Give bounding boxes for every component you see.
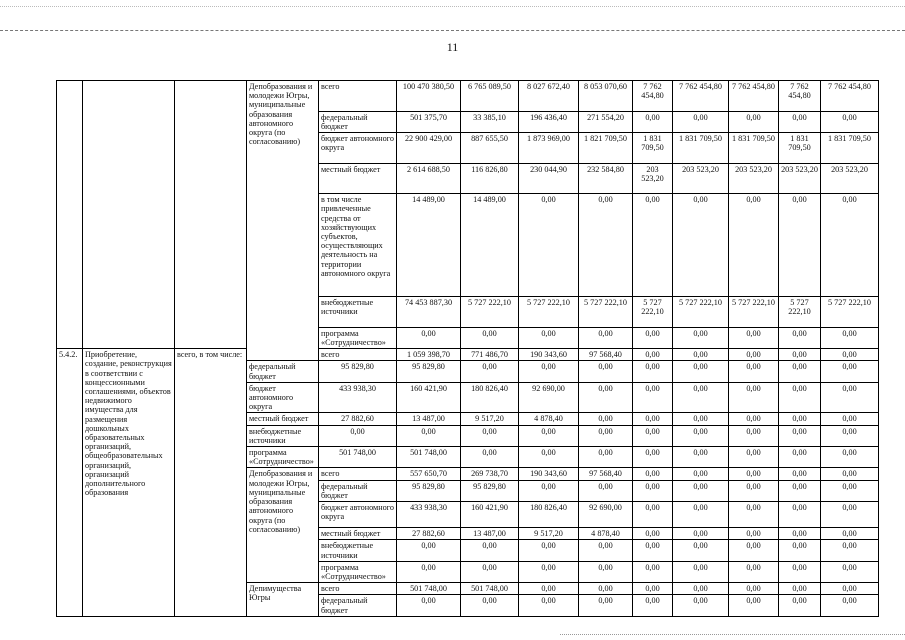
- amount-cell: 0,00: [519, 361, 579, 382]
- amount-cell: 0,00: [779, 540, 821, 561]
- amount-cell: 2 614 688,50: [397, 163, 461, 194]
- amount-cell: 0,00: [779, 595, 821, 616]
- amount-cell: 0,00: [519, 595, 579, 616]
- amount-cell: 0,00: [821, 468, 879, 480]
- amount-cell: 0,00: [821, 595, 879, 616]
- amount-cell: 27 882,60: [397, 528, 461, 540]
- amount-cell: 7 762 454,80: [779, 81, 821, 112]
- amount-cell: 95 829,80: [397, 480, 461, 501]
- funding-source-cell: бюджет автономного округа: [319, 502, 397, 528]
- funding-source-cell: федеральный бюджет: [247, 361, 319, 382]
- amount-cell: 0,00: [779, 502, 821, 528]
- amount-cell: 0,00: [821, 540, 879, 561]
- amount-cell: 0,00: [729, 327, 779, 348]
- amount-cell: 0,00: [729, 447, 779, 468]
- amount-cell: 0,00: [579, 480, 633, 501]
- amount-cell: 0,00: [633, 480, 673, 501]
- amount-cell: 97 568,40: [579, 349, 633, 361]
- amount-cell: 95 829,80: [319, 361, 397, 382]
- amount-cell: 0,00: [779, 111, 821, 132]
- funding-source-cell: всего: [319, 81, 397, 112]
- amount-cell: 160 421,90: [397, 382, 461, 413]
- amount-cell: 0,00: [729, 382, 779, 413]
- amount-cell: 74 453 887,30: [397, 297, 461, 328]
- amount-cell: 0,00: [461, 540, 519, 561]
- amount-cell: 7 762 454,80: [633, 81, 673, 112]
- amount-cell: 0,00: [729, 413, 779, 425]
- amount-cell: 0,00: [821, 349, 879, 361]
- amount-cell: 0,00: [633, 447, 673, 468]
- amount-cell: 501 748,00: [319, 447, 397, 468]
- amount-cell: 0,00: [779, 327, 821, 348]
- amount-cell: 0,00: [673, 540, 729, 561]
- amount-cell: 14 489,00: [397, 194, 461, 297]
- amount-cell: 0,00: [633, 111, 673, 132]
- amount-cell: 0,00: [397, 540, 461, 561]
- amount-cell: 0,00: [519, 480, 579, 501]
- amount-cell: 0,00: [579, 413, 633, 425]
- amount-cell: 0,00: [633, 327, 673, 348]
- funding-source-cell: местный бюджет: [247, 413, 319, 425]
- amount-cell: 0,00: [633, 528, 673, 540]
- amount-cell: 0,00: [729, 480, 779, 501]
- amount-cell: 1 831 709,50: [673, 133, 729, 164]
- amount-cell: 7 762 454,80: [821, 81, 879, 112]
- funding-source-cell: внебюджетные источники: [319, 297, 397, 328]
- table-row: [57, 81, 879, 112]
- amount-cell: 0,00: [779, 561, 821, 582]
- budget-table: [56, 80, 879, 617]
- amount-cell: 0,00: [729, 111, 779, 132]
- amount-cell: 0,00: [779, 361, 821, 382]
- amount-cell: 501 748,00: [397, 447, 461, 468]
- amount-cell: 5 727 222,10: [579, 297, 633, 328]
- amount-cell: 0,00: [633, 361, 673, 382]
- amount-cell: 0,00: [519, 194, 579, 297]
- funding-source-cell: бюджет автономного округа: [247, 382, 319, 413]
- amount-cell: 0,00: [729, 361, 779, 382]
- amount-cell: 0,00: [397, 561, 461, 582]
- amount-cell: 0,00: [821, 480, 879, 501]
- amount-cell: 269 738,70: [461, 468, 519, 480]
- amount-cell: 92 690,00: [579, 502, 633, 528]
- amount-cell: 771 486,70: [461, 349, 519, 361]
- amount-cell: 0,00: [579, 595, 633, 616]
- amount-cell: 0,00: [779, 194, 821, 297]
- funding-source-cell: федеральный бюджет: [319, 480, 397, 501]
- amount-cell: 0,00: [821, 194, 879, 297]
- amount-cell: 0,00: [579, 447, 633, 468]
- amount-cell: 0,00: [821, 561, 879, 582]
- amount-cell: 0,00: [633, 502, 673, 528]
- amount-cell: 0,00: [779, 468, 821, 480]
- amount-cell: 557 650,70: [397, 468, 461, 480]
- amount-cell: 0,00: [729, 595, 779, 616]
- amount-cell: 0,00: [579, 194, 633, 297]
- amount-cell: 0,00: [461, 595, 519, 616]
- funding-source-cell: всего: [319, 583, 397, 595]
- amount-cell: 95 829,80: [397, 361, 461, 382]
- funding-source-cell: внебюджетные источники: [247, 425, 319, 446]
- amount-cell: 190 343,60: [519, 349, 579, 361]
- amount-cell: 0,00: [729, 349, 779, 361]
- amount-cell: 0,00: [461, 425, 519, 446]
- amount-cell: 0,00: [673, 528, 729, 540]
- amount-cell: 0,00: [397, 327, 461, 348]
- amount-cell: 0,00: [319, 425, 397, 446]
- amount-cell: 0,00: [821, 327, 879, 348]
- amount-cell: 0,00: [633, 540, 673, 561]
- funding-source-cell: в том числе привлеченные средства от хозяйствующих субъектов, осуществляющих деятельность на территории автономного округа: [319, 194, 397, 297]
- amount-cell: 100 470 380,50: [397, 81, 461, 112]
- amount-cell: 0,00: [729, 528, 779, 540]
- amount-cell: 0,00: [729, 561, 779, 582]
- amount-cell: 8 053 070,60: [579, 81, 633, 112]
- amount-cell: 0,00: [633, 194, 673, 297]
- amount-cell: 5 727 222,10: [729, 297, 779, 328]
- amount-cell: 0,00: [821, 413, 879, 425]
- amount-cell: 0,00: [633, 382, 673, 413]
- amount-cell: 9 517,20: [461, 413, 519, 425]
- amount-cell: 0,00: [821, 583, 879, 595]
- amount-cell: 433 938,30: [319, 382, 397, 413]
- amount-cell: 887 655,50: [461, 133, 519, 164]
- funding-source-cell: федеральный бюджет: [319, 595, 397, 616]
- amount-cell: 271 554,20: [579, 111, 633, 132]
- amount-cell: 190 343,60: [519, 468, 579, 480]
- amount-cell: 203 523,20: [673, 163, 729, 194]
- amount-cell: 0,00: [821, 425, 879, 446]
- amount-cell: 0,00: [779, 413, 821, 425]
- amount-cell: 230 044,90: [519, 163, 579, 194]
- amount-cell: 0,00: [519, 583, 579, 595]
- scan-edge-top: [0, 6, 905, 7]
- amount-cell: 4 878,40: [519, 413, 579, 425]
- amount-cell: 5 727 222,10: [461, 297, 519, 328]
- amount-cell: 95 829,80: [461, 480, 519, 501]
- funding-source-cell: программа «Сотрудничество»: [247, 447, 319, 468]
- amount-cell: 0,00: [519, 561, 579, 582]
- amount-cell: 7 762 454,80: [729, 81, 779, 112]
- amount-cell: 0,00: [779, 447, 821, 468]
- amount-cell: 203 523,20: [729, 163, 779, 194]
- amount-cell: 0,00: [673, 413, 729, 425]
- amount-cell: 0,00: [821, 502, 879, 528]
- amount-cell: 501 375,70: [397, 111, 461, 132]
- amount-cell: 180 826,40: [519, 502, 579, 528]
- amount-cell: 1 059 398,70: [397, 349, 461, 361]
- amount-cell: 5 727 222,10: [633, 297, 673, 328]
- amount-cell: 4 878,40: [579, 528, 633, 540]
- scan-edge-bottom: [560, 634, 905, 635]
- item-number-cell: 5.4.2.: [57, 349, 83, 616]
- funding-source-cell: местный бюджет: [319, 528, 397, 540]
- amount-cell: 8 027 672,40: [519, 81, 579, 112]
- item-number-cell: [57, 81, 83, 349]
- amount-cell: 0,00: [633, 349, 673, 361]
- executor-cell: всего, в том числе:: [175, 349, 247, 616]
- amount-cell: 0,00: [673, 595, 729, 616]
- amount-cell: 0,00: [729, 194, 779, 297]
- amount-cell: 6 765 089,50: [461, 81, 519, 112]
- amount-cell: 0,00: [673, 561, 729, 582]
- amount-cell: 0,00: [821, 447, 879, 468]
- amount-cell: 116 826,80: [461, 163, 519, 194]
- amount-cell: 501 748,00: [461, 583, 519, 595]
- amount-cell: 0,00: [673, 468, 729, 480]
- amount-cell: 0,00: [729, 540, 779, 561]
- amount-cell: 0,00: [673, 327, 729, 348]
- page-number: 11: [446, 40, 459, 54]
- amount-cell: 0,00: [519, 540, 579, 561]
- amount-cell: 0,00: [673, 349, 729, 361]
- amount-cell: 0,00: [779, 528, 821, 540]
- amount-cell: 0,00: [519, 425, 579, 446]
- funding-source-cell: федеральный бюджет: [319, 111, 397, 132]
- measure-name-cell: Приобретение, создание, реконструкция в соответствии с концессионными соглашениями, объектов недвижимого имущества для размещения дошкольных образовательных организаций, общеобразовательных организаций, организаций дополнительного образования: [83, 349, 175, 616]
- amount-cell: 0,00: [633, 561, 673, 582]
- funding-source-cell: местный бюджет: [319, 163, 397, 194]
- amount-cell: 0,00: [579, 361, 633, 382]
- amount-cell: 0,00: [633, 413, 673, 425]
- amount-cell: 501 748,00: [397, 583, 461, 595]
- amount-cell: 0,00: [461, 447, 519, 468]
- amount-cell: 0,00: [779, 382, 821, 413]
- amount-cell: 0,00: [519, 447, 579, 468]
- amount-cell: 1 831 709,50: [633, 133, 673, 164]
- amount-cell: 0,00: [579, 425, 633, 446]
- amount-cell: 0,00: [633, 425, 673, 446]
- amount-cell: 0,00: [729, 425, 779, 446]
- funding-source-cell: внебюджетные источники: [319, 540, 397, 561]
- amount-cell: 0,00: [397, 595, 461, 616]
- scan-divider: [0, 30, 905, 31]
- amount-cell: 1 831 709,50: [779, 133, 821, 164]
- amount-cell: 5 727 222,10: [821, 297, 879, 328]
- amount-cell: 0,00: [633, 595, 673, 616]
- amount-cell: 203 523,20: [821, 163, 879, 194]
- amount-cell: 0,00: [729, 502, 779, 528]
- amount-cell: 0,00: [673, 583, 729, 595]
- amount-cell: 196 436,40: [519, 111, 579, 132]
- amount-cell: 0,00: [821, 111, 879, 132]
- amount-cell: 1 831 709,50: [729, 133, 779, 164]
- amount-cell: 1 831 709,50: [821, 133, 879, 164]
- responsible-cell: Депобразования и молодежи Югры, муниципальные образования автономного округа (по согласованию): [247, 81, 319, 361]
- amount-cell: 13 487,00: [461, 528, 519, 540]
- amount-cell: 97 568,40: [579, 468, 633, 480]
- amount-cell: 13 487,00: [397, 413, 461, 425]
- amount-cell: 0,00: [579, 561, 633, 582]
- amount-cell: 0,00: [461, 561, 519, 582]
- amount-cell: 0,00: [579, 327, 633, 348]
- table-row: [57, 349, 879, 361]
- amount-cell: 0,00: [673, 447, 729, 468]
- amount-cell: 180 826,40: [461, 382, 519, 413]
- funding-source-cell: бюджет автономного округа: [319, 133, 397, 164]
- amount-cell: 33 385,10: [461, 111, 519, 132]
- amount-cell: 0,00: [779, 583, 821, 595]
- amount-cell: 0,00: [673, 502, 729, 528]
- amount-cell: 0,00: [397, 425, 461, 446]
- amount-cell: 0,00: [633, 583, 673, 595]
- amount-cell: 7 762 454,80: [673, 81, 729, 112]
- amount-cell: 203 523,20: [633, 163, 673, 194]
- amount-cell: 0,00: [461, 327, 519, 348]
- amount-cell: 0,00: [519, 327, 579, 348]
- amount-cell: 0,00: [779, 425, 821, 446]
- amount-cell: 5 727 222,10: [673, 297, 729, 328]
- amount-cell: 0,00: [673, 361, 729, 382]
- amount-cell: 0,00: [729, 583, 779, 595]
- responsible-cell: Депобразования и молодежи Югры, муниципальные образования автономного округа (по согласованию): [247, 468, 319, 583]
- amount-cell: 433 938,30: [397, 502, 461, 528]
- amount-cell: 0,00: [579, 382, 633, 413]
- amount-cell: 5 727 222,10: [779, 297, 821, 328]
- amount-cell: 0,00: [821, 361, 879, 382]
- amount-cell: 14 489,00: [461, 194, 519, 297]
- amount-cell: 203 523,20: [779, 163, 821, 194]
- amount-cell: 5 727 222,10: [519, 297, 579, 328]
- amount-cell: 0,00: [673, 111, 729, 132]
- amount-cell: 0,00: [633, 468, 673, 480]
- amount-cell: 9 517,20: [519, 528, 579, 540]
- amount-cell: 0,00: [821, 528, 879, 540]
- amount-cell: 0,00: [779, 480, 821, 501]
- amount-cell: 0,00: [673, 194, 729, 297]
- amount-cell: 0,00: [461, 361, 519, 382]
- funding-source-cell: программа «Сотрудничество»: [319, 327, 397, 348]
- amount-cell: 27 882,60: [319, 413, 397, 425]
- amount-cell: 0,00: [821, 382, 879, 413]
- amount-cell: 160 421,90: [461, 502, 519, 528]
- responsible-cell: Депимущества Югры: [247, 583, 319, 617]
- amount-cell: 1 873 969,00: [519, 133, 579, 164]
- amount-cell: 0,00: [579, 583, 633, 595]
- amount-cell: 92 690,00: [519, 382, 579, 413]
- amount-cell: 0,00: [579, 540, 633, 561]
- funding-source-cell: всего: [319, 349, 397, 361]
- amount-cell: 0,00: [673, 382, 729, 413]
- amount-cell: 0,00: [729, 468, 779, 480]
- amount-cell: 22 900 429,00: [397, 133, 461, 164]
- amount-cell: 1 821 709,50: [579, 133, 633, 164]
- amount-cell: 232 584,80: [579, 163, 633, 194]
- amount-cell: 0,00: [673, 425, 729, 446]
- funding-source-cell: всего: [319, 468, 397, 480]
- measure-name-cell: [83, 81, 175, 349]
- amount-cell: 0,00: [779, 349, 821, 361]
- executor-cell: [175, 81, 247, 349]
- amount-cell: 0,00: [673, 480, 729, 501]
- funding-source-cell: программа «Сотрудничество»: [319, 561, 397, 582]
